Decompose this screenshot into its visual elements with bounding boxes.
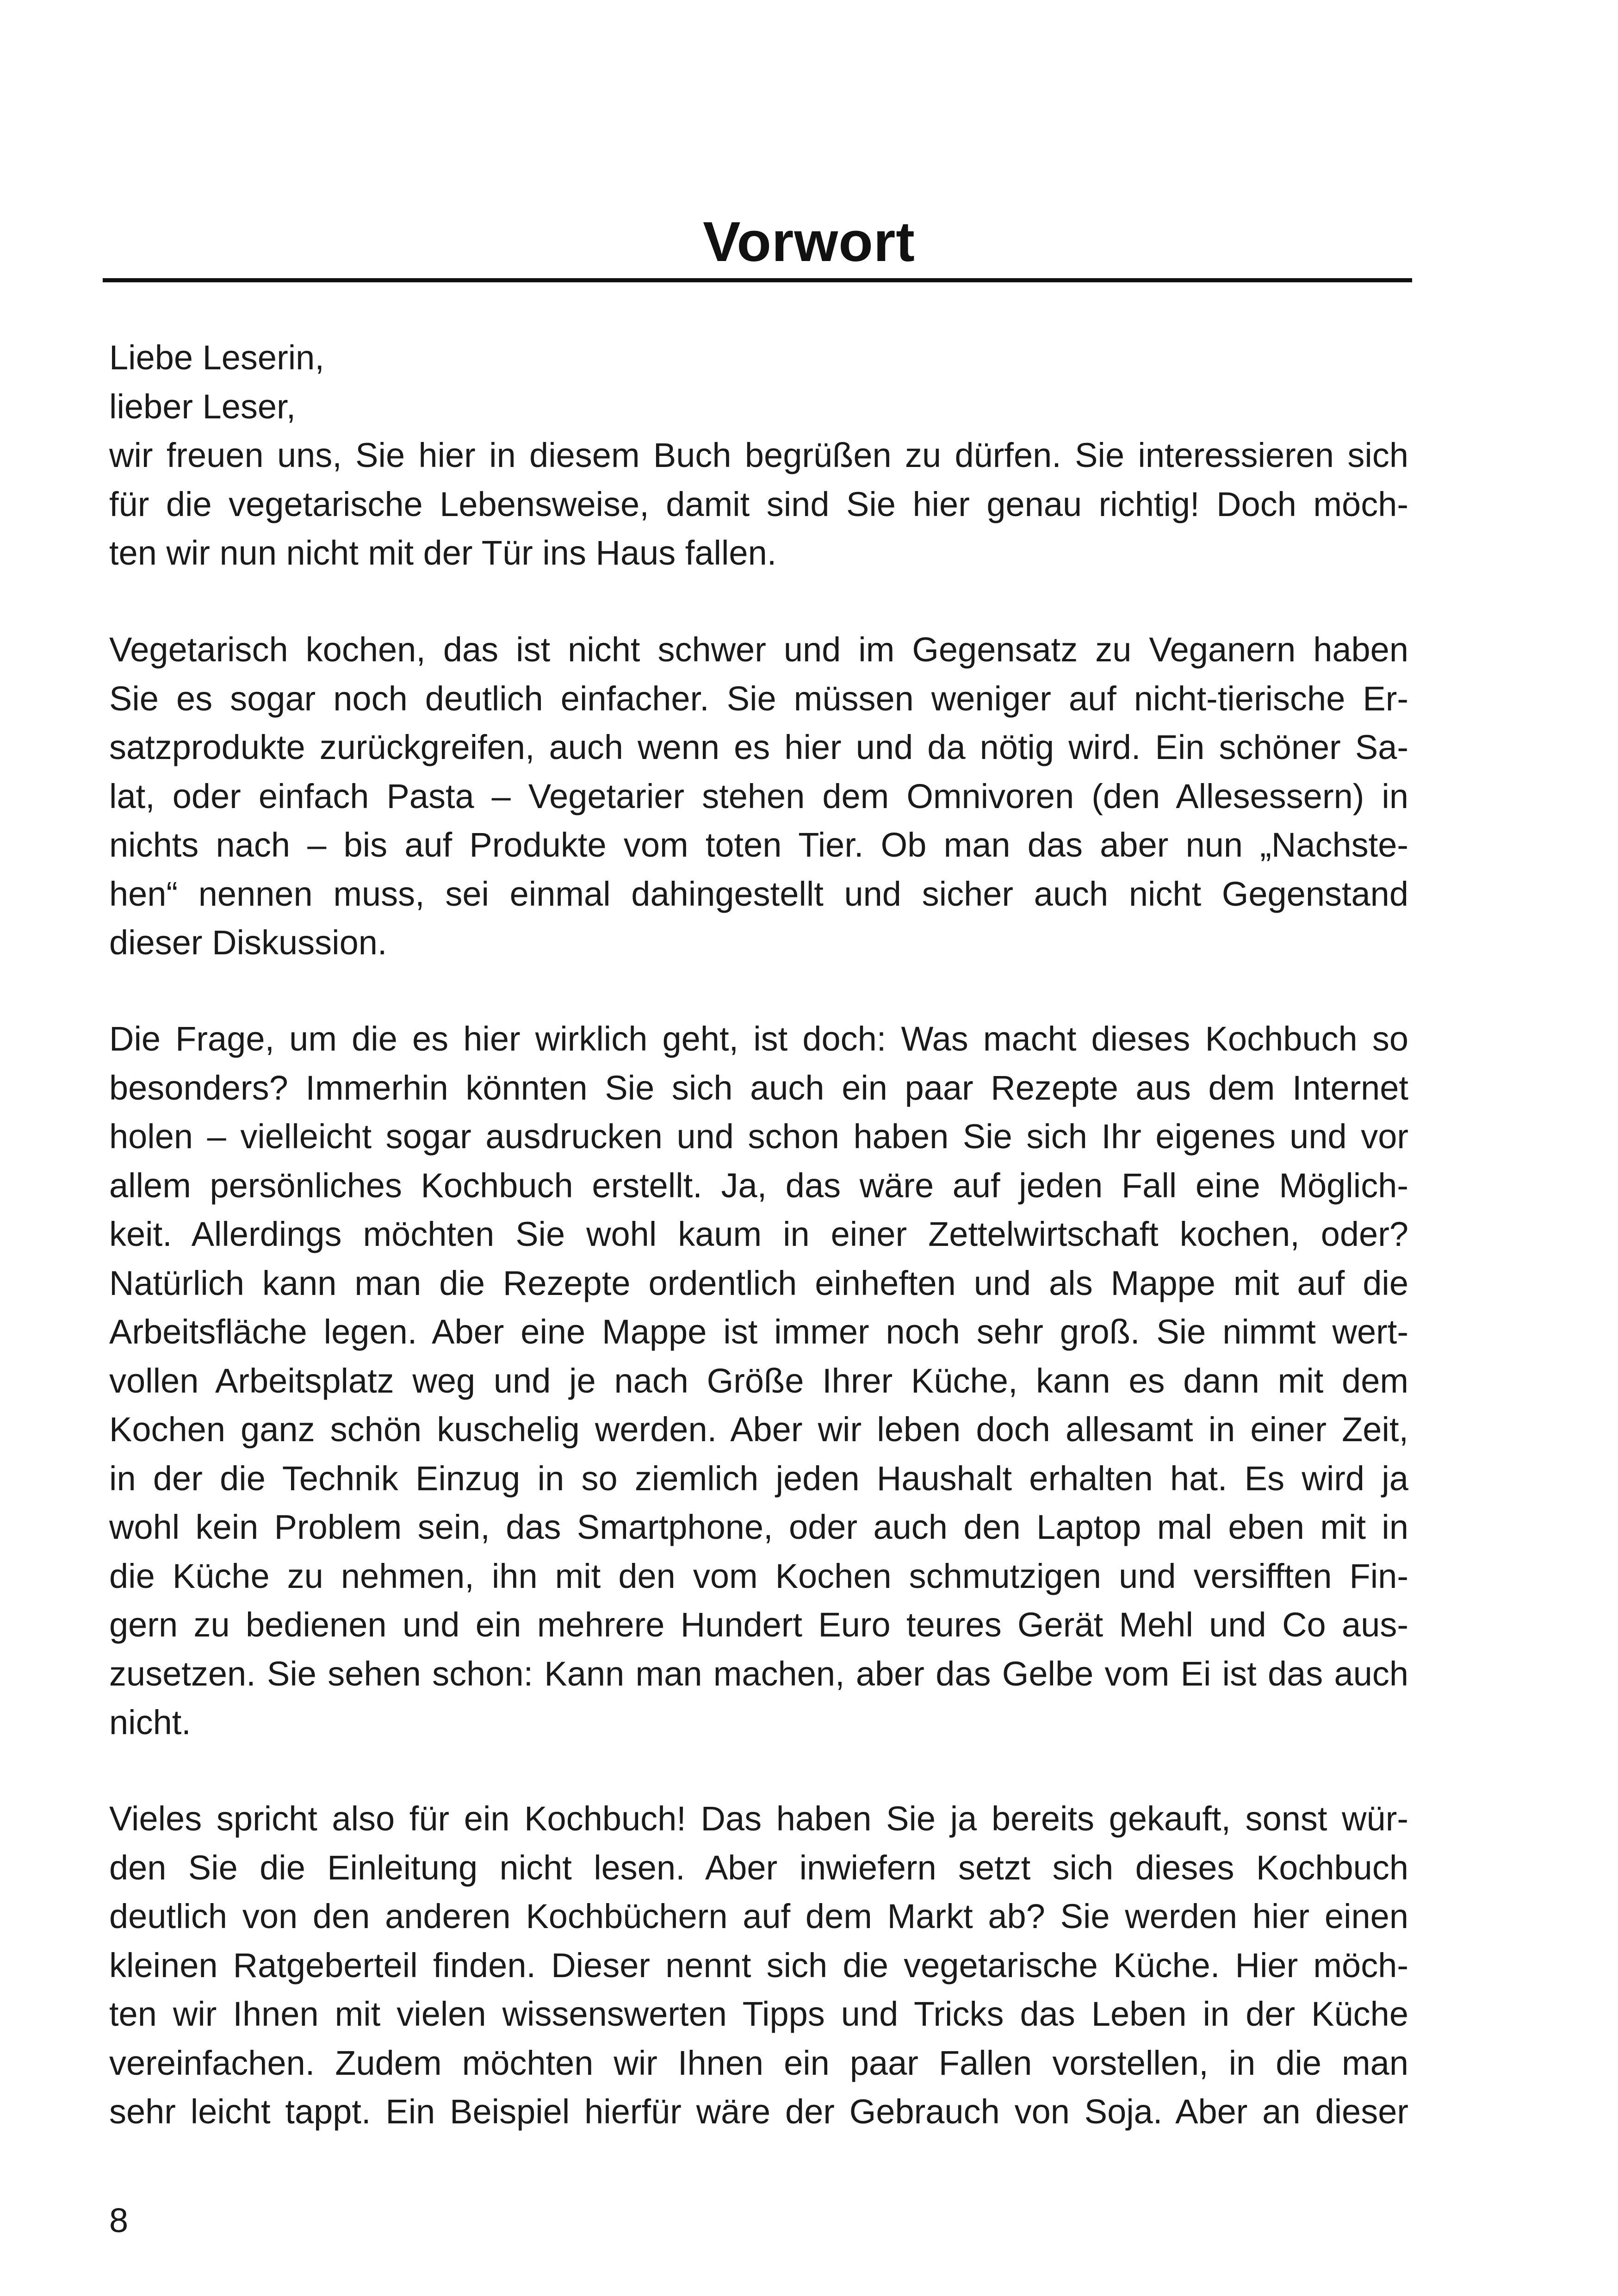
paragraph-line: zusetzen. Sie sehen schon: Kann man machen, aber das Gelbe vom Ei ist das auch (109, 1654, 1408, 1693)
page-number: 8 (109, 2201, 129, 2240)
paragraph-line: Vegetarisch kochen, das ist nicht schwer und im Gegensatz zu Veganern haben (109, 630, 1408, 669)
paragraph-line: ten wir Ihnen mit vielen wissenswerten Tipps und Tricks das Leben in der Küche (109, 1995, 1408, 2033)
paragraph-line: Arbeitsfläche legen. Aber eine Mappe ist immer noch sehr groß. Sie nimmt wert- (109, 1313, 1408, 1351)
paragraph-line: lat, oder einfach Pasta – Vegetarier stehen dem Omnivoren (den Allesessern) in (109, 777, 1408, 815)
paragraph-line: keit. Allerdings möchten Sie wohl kaum in einer Zettelwirtschaft kochen, oder? (109, 1215, 1408, 1253)
paragraph-line: in der die Technik Einzug in so ziemlich jeden Haushalt erhalten hat. Es wird ja (109, 1459, 1408, 1498)
paragraph-line: Liebe Leserin, (109, 338, 324, 377)
paragraph-line: dieser Diskussion. (109, 923, 387, 962)
paragraph-line: Vieles spricht also für ein Kochbuch! Das haben Sie ja bereits gekauft, sonst wür- (109, 1799, 1408, 1838)
paragraph-line: lieber Leser, (109, 387, 296, 426)
paragraph-line: wir freuen uns, Sie hier in diesem Buch begrüßen zu dürfen. Sie interessieren sich (109, 436, 1408, 474)
paragraph-line: die Küche zu nehmen, ihn mit den vom Kochen schmutzigen und versifften Fin- (109, 1556, 1408, 1595)
paragraph-line: sehr leicht tappt. Ein Beispiel hierfür wäre der Gebrauch von Soja. Aber an dieser (109, 2092, 1408, 2131)
paragraph (109, 1794, 1408, 2136)
paragraph-line: ten wir nun nicht mit der Tür ins Haus fallen. (109, 534, 777, 572)
paragraph-line: kleinen Ratgeberteil finden. Dieser nennt sich die vegetarische Küche. Hier möch- (109, 1946, 1408, 1985)
paragraph-line: deutlich von den anderen Kochbüchern auf dem Markt ab? Sie werden hier einen (109, 1897, 1408, 1935)
paragraph-line: hen“ nennen muss, sei einmal dahingestellt und sicher auch nicht Gegenstand (109, 874, 1408, 913)
paragraph-line: wohl kein Problem sein, das Smartphone, oder auch den Laptop mal eben mit in (109, 1508, 1408, 1546)
title-divider (103, 278, 1412, 282)
paragraph-line: allem persönliches Kochbuch erstellt. Ja, das wäre auf jeden Fall eine Möglich- (109, 1166, 1408, 1205)
paragraph-line: besonders? Immerhin könnten Sie sich auch ein paar Rezepte aus dem Internet (109, 1068, 1408, 1107)
paragraph-line: Sie es sogar noch deutlich einfacher. Sie müssen weniger auf nicht-tierische Er- (109, 679, 1408, 718)
paragraph-line: für die vegetarische Lebensweise, damit sind Sie hier genau richtig! Doch möch- (109, 485, 1408, 523)
paragraph-line: nichts nach – bis auf Produkte vom toten Tier. Ob man das aber nun „Nachste- (109, 826, 1408, 864)
paragraph-line: Die Frage, um die es hier wirklich geht, ist doch: Was macht dieses Kochbuch so (109, 1020, 1408, 1058)
paragraph-line: den Sie die Einleitung nicht lesen. Aber inwiefern setzt sich dieses Kochbuch (109, 1848, 1408, 1887)
paragraph-line: Kochen ganz schön kuschelig werden. Aber wir leben doch allesamt in einer Zeit, (109, 1410, 1408, 1449)
paragraph-line: nicht. (109, 1703, 191, 1742)
paragraph-line: satzprodukte zurückgreifen, auch wenn es hier und da nötig wird. Ein schöner Sa- (109, 728, 1408, 766)
paragraph-line: gern zu bedienen und ein mehrere Hundert Euro teures Gerät Mehl und Co aus- (109, 1605, 1408, 1644)
paragraph-line: holen – vielleicht sogar ausdrucken und schon haben Sie sich Ihr eigenes und vor (109, 1117, 1408, 1156)
paragraph (109, 333, 1408, 578)
paragraph-line: vollen Arbeitsplatz weg und je nach Größe Ihrer Küche, kann es dann mit dem (109, 1361, 1408, 1400)
paragraph-line: Natürlich kann man die Rezepte ordentlich einheften und als Mappe mit auf die (109, 1263, 1408, 1302)
paragraph (109, 625, 1408, 967)
page-title: Vorwort (703, 210, 915, 273)
paragraph (109, 1014, 1408, 1747)
paragraph-line: vereinfachen. Zudem möchten wir Ihnen ein paar Fallen vorstellen, in die man (109, 2043, 1408, 2082)
